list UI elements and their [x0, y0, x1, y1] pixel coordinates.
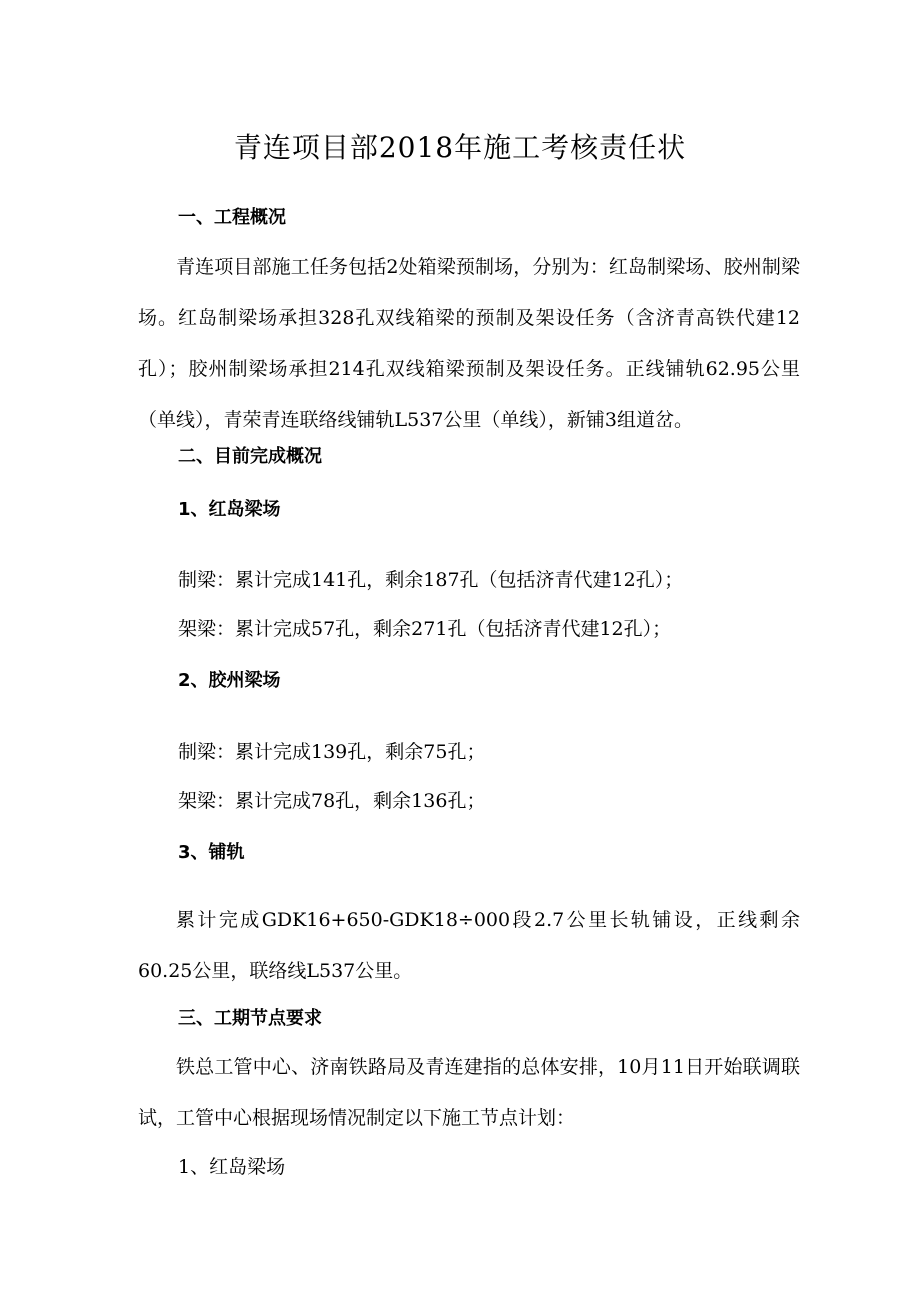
- schedule-paragraph: 铁总工管中心、济南铁路局及青连建指的总体安排，10月11日开始联调联试，工管中心根据现场情况制定以下施工节点计划：: [138, 1056, 800, 1129]
- overview-paragraph: 青连项目部施工任务包括2处箱梁预制场，分别为：红岛制梁场、胶州制梁场。红岛制梁场承担328孔双线箱梁的预制及架设任务（含济青高铁代建12孔）；胶州制梁场承担214孔双线箱梁预制及架设任务。正线铺轨62.95公里（单线），青荣青连联络线铺轨L537公里（单线），新铺3组道岔。: [138, 256, 800, 431]
- track-laying-paragraph: 累计完成GDK16+650-GDK18÷000段2.7公里长轨铺设，正线剩余60.25公里，联络线L537公里。: [138, 909, 800, 982]
- jiaozhou-beam-making: 制梁：累计完成139孔，剩余75孔；: [178, 741, 486, 763]
- hongdao-beam-erection: 架梁：累计完成57孔，剩余271孔（包括济青代建12孔）；: [178, 618, 672, 640]
- hongdao-beam-making: 制梁：累计完成141孔，剩余187孔（包括济青代建12孔）；: [178, 569, 684, 591]
- subheading-track-laying: 3、铺轨: [178, 842, 245, 863]
- jiaozhou-beam-erection: 架梁：累计完成78孔，剩余136孔；: [178, 790, 486, 812]
- document-title: 青连项目部2018年施工考核责任状: [233, 131, 687, 164]
- subheading-jiaozhou: 2、胶州梁场: [178, 670, 281, 691]
- schedule-item-hongdao: 1、红岛梁场: [178, 1156, 286, 1178]
- section-heading-schedule: 三、工期节点要求: [178, 1008, 322, 1029]
- section-heading-progress: 二、目前完成概况: [178, 446, 322, 467]
- section-heading-overview: 一、工程概况: [178, 207, 286, 228]
- subheading-hongdao: 1、红岛梁场: [178, 499, 281, 520]
